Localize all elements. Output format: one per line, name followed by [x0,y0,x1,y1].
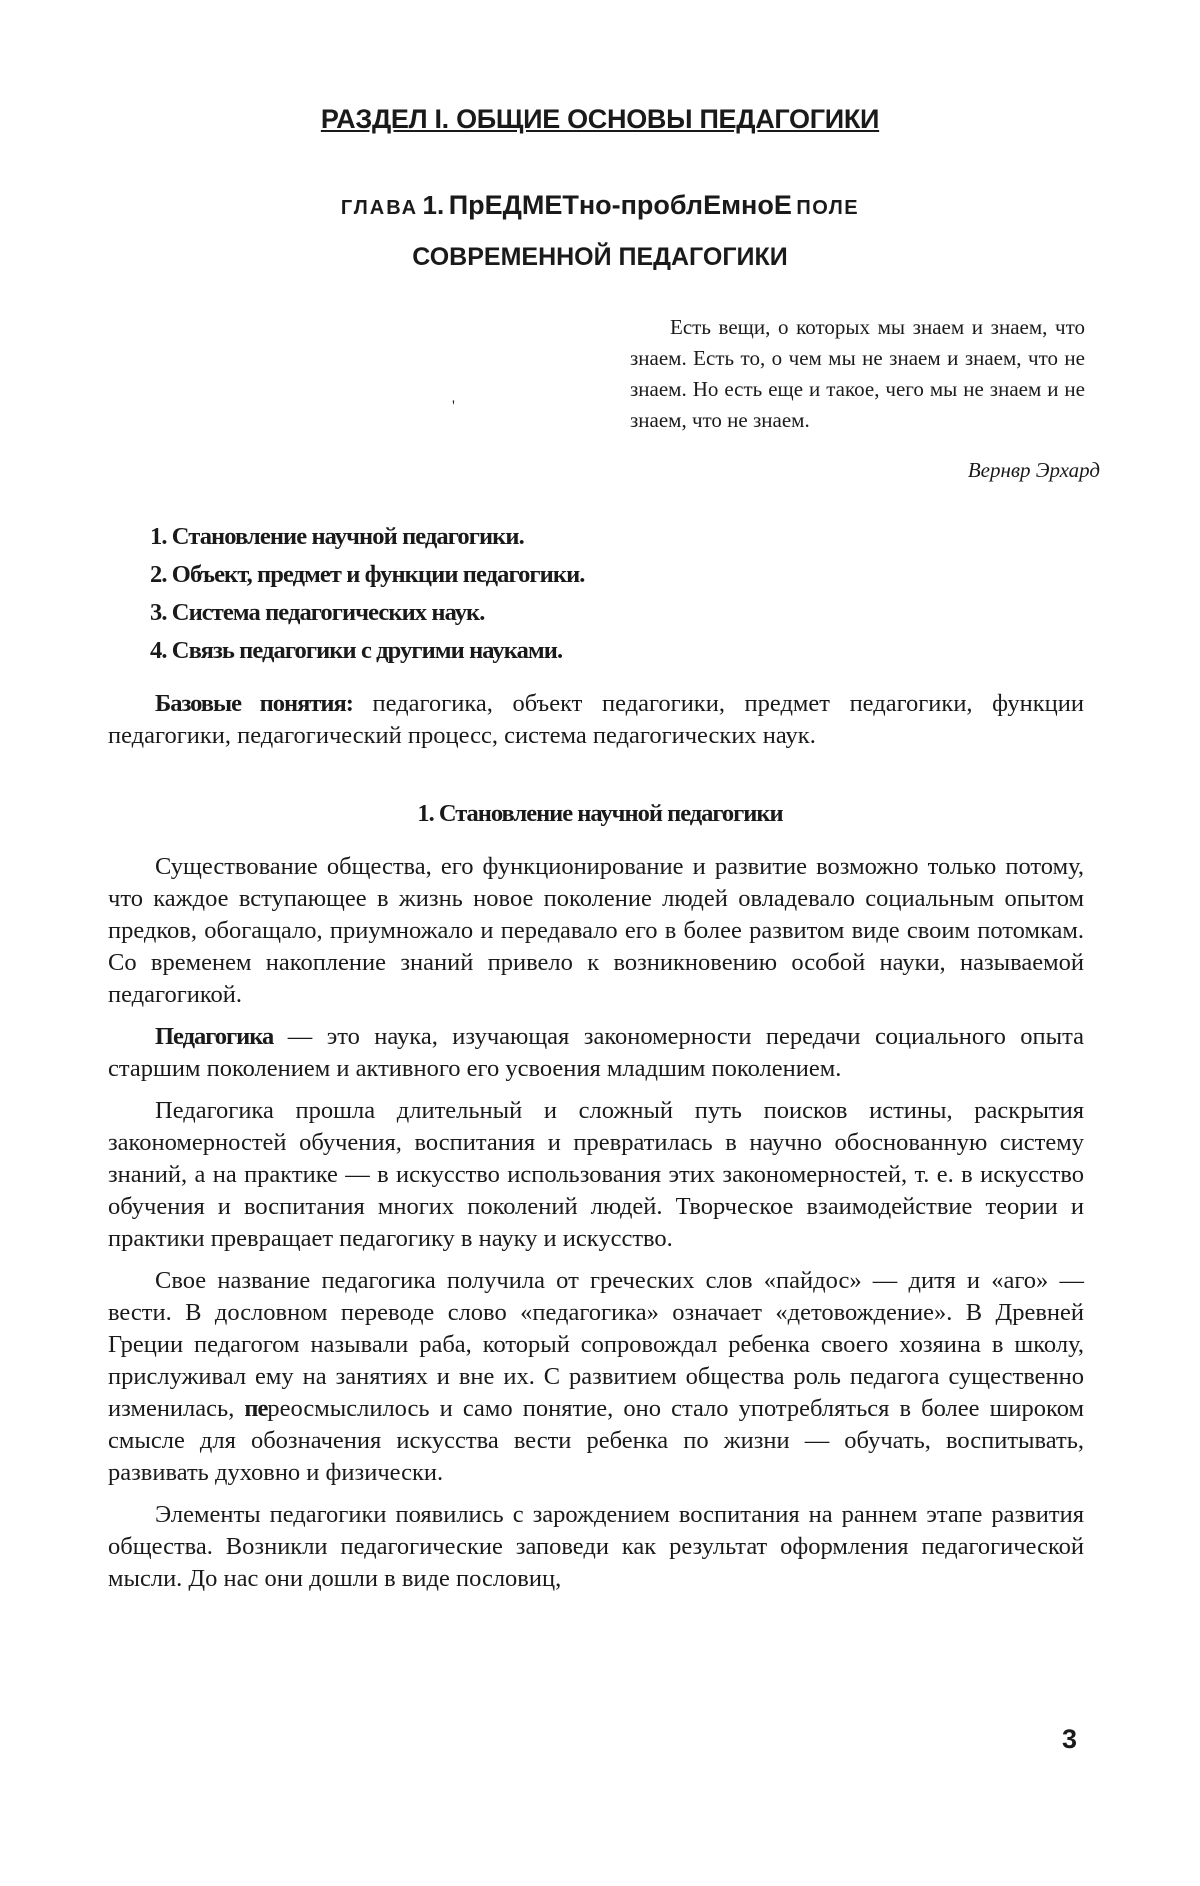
plan-item: 1. Становление научной педагогики. [150,523,524,550]
paragraph [108,1265,1084,1489]
subsection-title: 1. Становление научной педагогики [417,800,783,827]
body-text [108,851,1084,1605]
section-title: РАЗДЕЛ I. ОБЩИЕ ОСНОВЫ ПЕДАГОГИКИ [320,104,880,134]
plan-item: 4. Связь педагогики с другими науками. [150,637,563,664]
chapter-heading [0,190,1200,221]
base-concepts-label: Базовые понятия: [155,690,353,717]
chapter-title-tail: ПОЛЕ [796,197,860,219]
paragraph-bold-fragment: пе [244,1395,268,1422]
paragraph: Элементы педагогики появились с зарождением воспитания на раннем этапе развития общества. Возникли педагогические заповеди как результат оформления педагогической мысли. До нас они дошли в виде пословиц, [108,1501,1084,1592]
paragraph: Педагогика прошла длительный и сложный путь поисков истины, раскрытия закономерностей обучения, воспитания и превратилась в научно обоснованную систему знаний, а на практике — в искусство использования этих закономерностей, т. е. в искусство обучения и воспитания многих поколений людей. Творческое взаимодействие теории и практики превращает педагогику в науку и искусство. [108,1097,1084,1252]
base-concepts [108,688,1084,762]
chapter-number: 1. [422,190,445,220]
chapter-title-main: ПрЕДМЕТно-проблЕмноЕ [448,190,792,220]
epigraph-author: Вернвр Эрхард [967,458,1100,482]
chapter-title-line2: СОВРЕМЕННОЙ ПЕДАГОГИКИ [412,243,788,271]
plan-item: 2. Объект, предмет и функции педагогики. [150,561,585,588]
epigraph-text: Есть вещи, о которых мы знаем и знаем, что знаем. Есть то, о чем мы не знаем и знаем, что не знаем. Но есть еще и такое, чего мы не знаем и не знаем, что не знаем. [630,315,1085,432]
paragraph [108,1021,1084,1085]
page-number: 3 [1062,1724,1078,1754]
chapter-label: ГЛАВА [340,197,419,219]
paragraph-part: Свое название педагогика получила от греческих слов «пайдос» — дитя и «аго» — вести. В дословном переводе слово «педагогика» означает «детовождение». В Древней Греции педагогом называли раба, который сопровождал ребенка своего хозяина в школу, прислуживал ему на занятиях и вне их. С развитием общества роль педагога существенно изменилась, [108,1267,1084,1422]
plan-item: 3. Система педагогических наук. [150,599,485,626]
term-pedagogy: Педагогика [155,1023,274,1050]
chapter-plan [150,518,585,670]
base-concepts-text: педагогика, объект педагогики, предмет педагогики, функции педагогики, педагогический процесс, система педагогических наук. [108,690,1084,749]
paragraph-part: реосмыслилось и само понятие, оно стало употребляться в более широком смысле для обозначения искусства вести ребенка по жизни — обучать, воспитывать, развивать духовно и физически. [108,1395,1084,1486]
stray-mark: ' [452,398,455,415]
paragraph: Существование общества, его функционирование и развитие возможно только потому, что каждое вступающее в жизнь новое поколение людей овладевало социальным опытом предков, обогащало, приумножало и передавало его в более развитом виде своим потомкам. Со временем накопление знаний привело к возникновению особой науки, называемой педагогикой. [108,853,1084,1008]
definition-text: — это наука, изучающая закономерности передачи социального опыта старшим поколением и активного его усвоения младшим поколением. [108,1023,1084,1082]
